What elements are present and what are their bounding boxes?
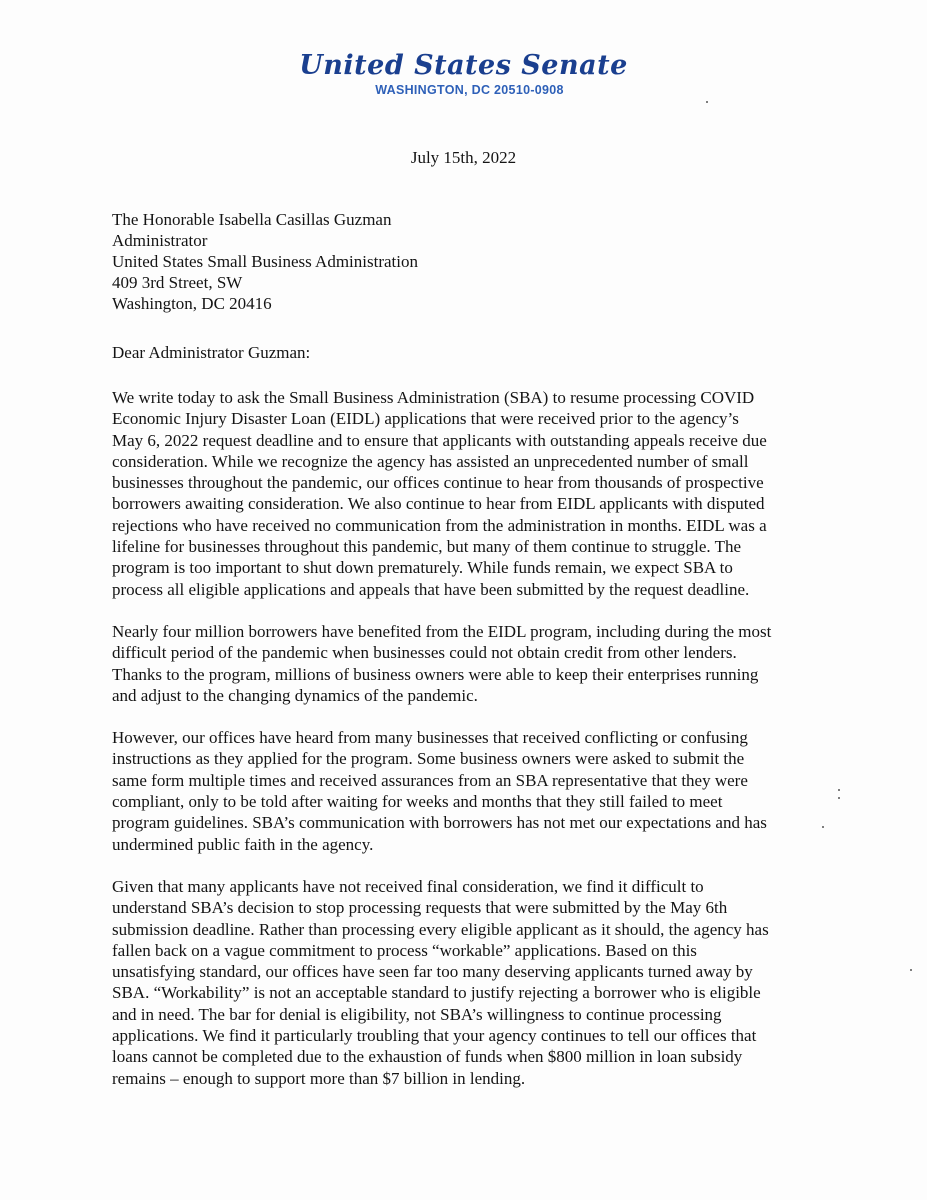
body-line: SBA. “Workability” is not an acceptable standard to justify rejecting a borrower who is eligible [112, 983, 761, 1003]
letter-date: July 15th, 2022 [410, 148, 517, 167]
recipient-line: 409 3rd Street, SW [112, 273, 243, 292]
body-line: remains – enough to support more than $7 billion in lending. [112, 1068, 526, 1088]
body-line: borrowers awaiting consideration. We also continue to hear from EIDL applicants with disputed [112, 494, 765, 514]
body-line: undermined public faith in the agency. [112, 834, 374, 854]
body-line: fallen back on a vague commitment to process “workable” applications. Based on this [112, 940, 697, 960]
scan-speck [838, 789, 840, 791]
recipient-line: Administrator [112, 231, 208, 250]
scan-speck [822, 826, 824, 828]
body-line: Economic Injury Disaster Loan (EIDL) applications that were received prior to the agency’s [112, 409, 739, 429]
scan-speck [838, 797, 840, 799]
body-line: submission deadline. Rather than processing every eligible applicant as it should, the agency has [112, 919, 769, 939]
body-line: same form multiple times and received assurances from an SBA representative that they were [112, 770, 748, 790]
body-line: program is too important to shut down prematurely. While funds remain, we expect SBA to [112, 558, 733, 578]
body-line: process all eligible applications and appeals that have been submitted by the request deadline. [112, 579, 750, 599]
body-line: lifeline for businesses throughout this pandemic, but many of them continue to struggle. The [112, 537, 742, 557]
recipient-line: The Honorable Isabella Casillas Guzman [112, 210, 392, 229]
body-line: Given that many applicants have not received final consideration, we find it difficult to [112, 876, 704, 896]
body-line: rejections who have received no communication from the administration in months. EIDL was a [112, 515, 767, 535]
body-paragraph [112, 621, 832, 706]
body-line: We write today to ask the Small Business Administration (SBA) to resume processing COVID [112, 388, 755, 407]
body-line: Nearly four million borrowers have benefited from the EIDL program, including during the most [112, 621, 772, 641]
body-line: and in need. The bar for denial is eligibility, not SBA’s willingness to continue processing [112, 1004, 722, 1024]
body-line: Thanks to the program, millions of business owners were able to keep their enterprises running [112, 664, 759, 684]
body-line: program guidelines. SBA’s communication with borrowers has not met our expectations and has [112, 813, 767, 833]
letterhead-address: WASHINGTON, DC 20510-0908 [375, 83, 564, 97]
letter-body [112, 387, 832, 1110]
recipient-address [112, 209, 418, 314]
letterhead-title: United States Senate [299, 50, 628, 81]
body-paragraph [112, 387, 832, 600]
scan-speck [910, 969, 912, 971]
body-line: difficult period of the pandemic when businesses could not obtain credit from other lenders. [112, 643, 737, 663]
recipient-line: Washington, DC 20416 [112, 294, 272, 313]
letterhead [0, 50, 927, 97]
body-line: instructions as they applied for the program. Some business owners were asked to submit the [112, 749, 745, 769]
body-line: unsatisfying standard, our offices have seen far too many deserving applicants turned away by [112, 962, 753, 982]
body-line: However, our offices have heard from many businesses that received conflicting or confusing [112, 728, 748, 748]
scan-speck [706, 101, 708, 103]
body-line: understand SBA’s decision to stop processing requests that were submitted by the May 6th [112, 898, 728, 918]
recipient-line: United States Small Business Administration [112, 252, 418, 271]
body-paragraph [112, 727, 832, 855]
salutation: Dear Administrator Guzman: [112, 343, 311, 362]
body-line: businesses throughout the pandemic, our offices continue to hear from thousands of prospective [112, 473, 764, 493]
body-line: consideration. While we recognize the agency has assisted an unprecedented number of small [112, 451, 749, 471]
body-line: compliant, only to be told after waiting for weeks and months that they still failed to meet [112, 792, 723, 812]
body-line: loans cannot be completed due to the exhaustion of funds when $800 million in loan subsidy [112, 1047, 743, 1067]
body-line: and adjust to the changing dynamics of the pandemic. [112, 685, 478, 705]
body-line: May 6, 2022 request deadline and to ensure that applicants with outstanding appeals receive due [112, 430, 767, 450]
body-line: applications. We find it particularly troubling that your agency continues to tell our offices that [112, 1026, 757, 1046]
body-paragraph [112, 876, 832, 1089]
